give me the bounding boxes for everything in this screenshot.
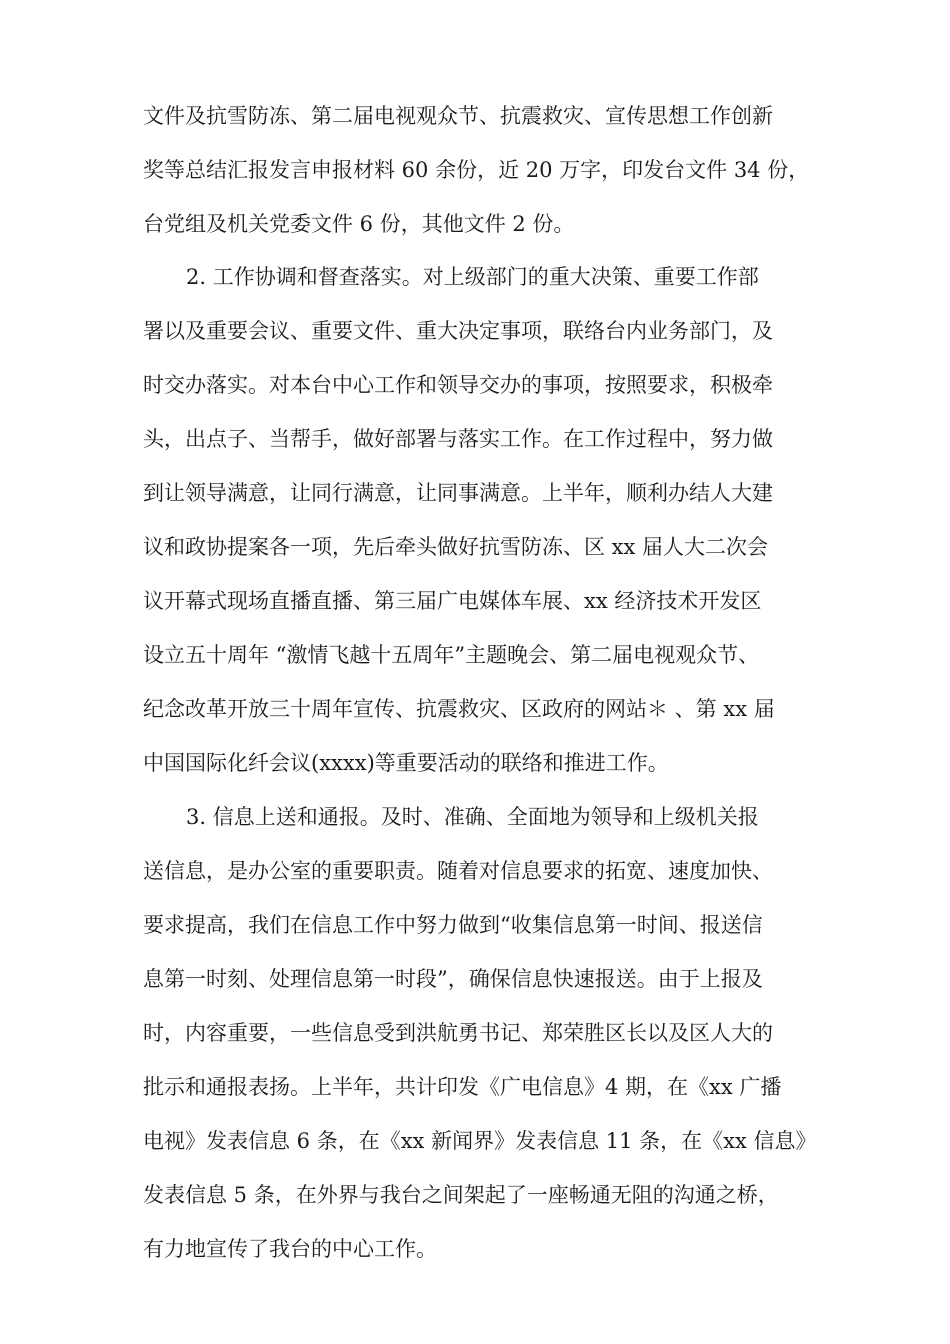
paragraph-line: 息第一时刻、处理信息第一时段”，确保信息快速报送。由于上报及 (143, 967, 763, 991)
paragraph-line: 台党组及机关党委文件 6 份，其他文件 2 份。 (143, 212, 575, 236)
paragraph-line: 到让领导满意，让同行满意，让同事满意。上半年，顺利办结人大建 (143, 481, 773, 505)
paragraph-line: 议和政协提案各一项，先后牵头做好抗雪防冻、区 xx 届人大二次会 (143, 535, 769, 559)
paragraph-line: 头，出点子、当帮手，做好部署与落实工作。在工作过程中，努力做 (143, 427, 773, 451)
paragraph-line: 纪念改革开放三十周年宣传、抗震救灾、区政府的网站＊ 、第 xx 届 (143, 697, 775, 721)
paragraph-line: 电视》发表信息 6 条，在《xx 新闻界》发表信息 11 条，在《xx 信息》 (143, 1129, 817, 1153)
paragraph-line: 送信息，是办公室的重要职责。随着对信息要求的拓宽、速度加快、 (143, 859, 773, 883)
paragraph-line: 2. 工作协调和督查落实。对上级部门的重大决策、重要工作部 (186, 265, 759, 289)
paragraph-line: 署以及重要会议、重要文件、重大决定事项，联络台内业务部门，及 (143, 319, 773, 343)
paragraph-line: 文件及抗雪防冻、第二届电视观众节、抗震救灾、宣传思想工作创新 (143, 104, 773, 128)
paragraph-line: 要求提高，我们在信息工作中努力做到“收集信息第一时间、报送信 (143, 913, 763, 937)
paragraph-line: 议开幕式现场直播直播、第三届广电媒体车展、xx 经济技术开发区 (143, 589, 762, 613)
paragraph-line: 发表信息 5 条，在外界与我台之间架起了一座畅通无阻的沟通之桥， (143, 1183, 779, 1207)
paragraph-line: 3. 信息上送和通报。及时、准确、全面地为领导和上级机关报 (186, 805, 759, 829)
paragraph-line: 中国国际化纤会议(xxxx)等重要活动的联络和推进工作。 (143, 751, 669, 775)
paragraph-line: 有力地宣传了我台的中心工作。 (143, 1237, 437, 1261)
paragraph-line: 时交办落实。对本台中心工作和领导交办的事项，按照要求，积极牵 (143, 373, 773, 397)
paragraph-line: 批示和通报表扬。上半年，共计印发《广电信息》4 期，在《xx 广播 (143, 1075, 782, 1099)
paragraph-line: 奖等总结汇报发言申报材料 60 余份，近 20 万字，印发台文件 34 份， (143, 158, 810, 182)
paragraph-line: 时，内容重要，一些信息受到洪航勇书记、郑荣胜区长以及区人大的 (143, 1021, 773, 1045)
paragraph-line: 设立五十周年 “激情飞越十五周年”主题晚会、第二届电视观众节、 (143, 643, 760, 667)
